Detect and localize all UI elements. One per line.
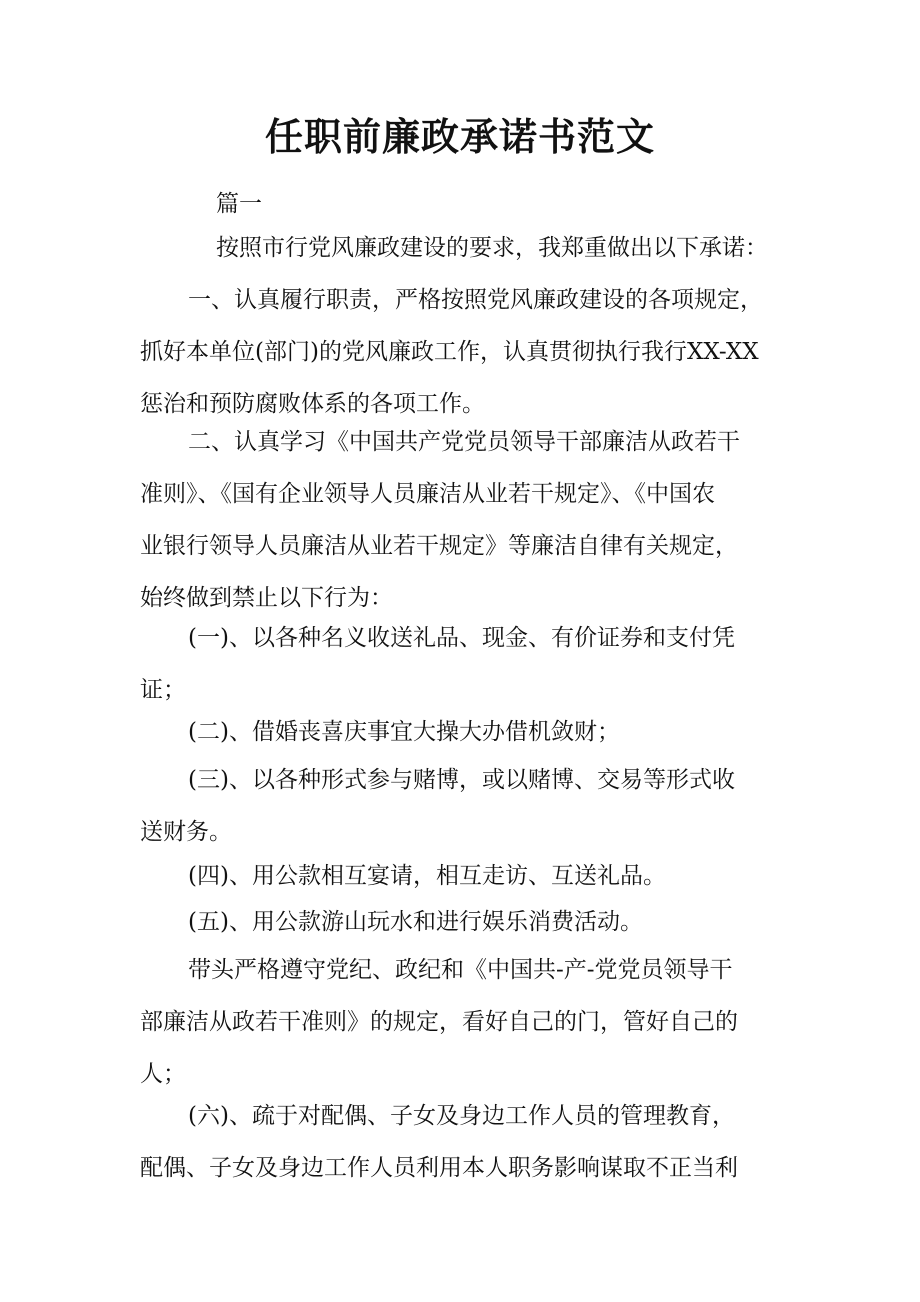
- item-1-line: (一)、以各种名义收送礼品、现金、有价证券和支付凭: [188, 625, 735, 651]
- paragraph-3-line: 人；: [140, 1061, 186, 1087]
- item-5-line: (五)、用公款游山玩水和进行娱乐消费活动。: [188, 909, 643, 935]
- paragraph-1: [140, 274, 790, 430]
- item-6: [140, 1090, 790, 1194]
- paragraph-3: [140, 944, 790, 1100]
- paragraph-2: [140, 416, 790, 624]
- item-2-line: (二)、借婚丧喜庆事宜大操大办借机敛财；: [188, 719, 620, 745]
- paragraph-2-line: 二、认真学习《中国共产党党员领导干部廉洁从政若干: [188, 429, 740, 455]
- item-6-line: 配偶、子女及身边工作人员利用本人职务影响谋取不正当利: [140, 1155, 738, 1181]
- item-1: [140, 612, 790, 716]
- item-6-line: (六)、疏于对配偶、子女及身边工作人员的管理教育，: [188, 1103, 735, 1129]
- paragraph-1-line: 抓好本单位(部门)的党风廉政工作，认真贯彻执行我行XX-XX: [140, 339, 759, 365]
- document-title: 任职前廉政承诺书范文: [264, 114, 655, 159]
- item-5: [140, 896, 790, 948]
- paragraph-1-line: 惩治和预防腐败体系的各项工作。: [140, 391, 485, 417]
- item-3: [140, 754, 790, 858]
- paragraph-2-line: 业银行领导人员廉洁从业若干规定》等廉洁自律有关规定，: [140, 533, 738, 559]
- paragraph-2-line: 准则》、《国有企业领导人员廉洁从业若干规定》、《中国农: [140, 481, 715, 507]
- paragraph-3-line: 带头严格遵守党纪、政纪和《中国共-产-党党员领导干: [188, 957, 733, 983]
- paragraph-2-line: 始终做到禁止以下行为：: [140, 585, 393, 611]
- item-4-line: (四)、用公款相互宴请，相互走访、互送礼品。: [188, 863, 666, 889]
- section-label-text: 篇一: [216, 191, 262, 217]
- item-1-line: 证；: [140, 677, 186, 703]
- item-2: [140, 706, 790, 758]
- item-3-line: (三)、以各种形式参与赌博，或以赌博、交易等形式收: [188, 767, 735, 793]
- paragraph-3-line: 部廉洁从政若干准则》的规定，看好自己的门，管好自己的: [140, 1009, 738, 1035]
- intro-paragraph: [140, 222, 838, 274]
- paragraph-1-line: 一、认真履行职责，严格按照党风廉政建设的各项规定，: [188, 287, 763, 313]
- item-4: [140, 850, 790, 902]
- item-3-line: 送财务。: [140, 819, 232, 845]
- intro-text: 按照市行党风廉政建设的要求，我郑重做出以下承诺：: [216, 235, 768, 261]
